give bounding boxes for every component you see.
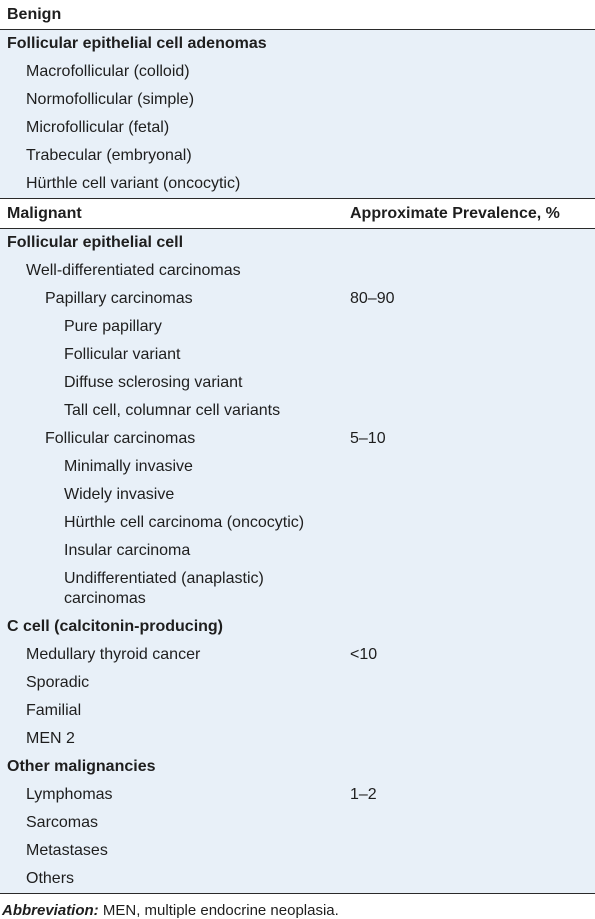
malignant-header-label: Malignant xyxy=(7,204,82,222)
table-row xyxy=(0,257,595,285)
benign-item-row xyxy=(0,58,595,86)
row-label: Metastases xyxy=(26,842,108,859)
benign-item-label: Macrofollicular (colloid) xyxy=(26,63,190,80)
benign-header-label: Benign xyxy=(7,5,62,23)
table-row xyxy=(0,369,595,397)
category-row xyxy=(0,753,595,781)
table-row xyxy=(0,865,595,893)
row-label: Sarcomas xyxy=(26,814,99,831)
prevalence-value: <10 xyxy=(350,646,378,663)
row-label: Papillary carcinomas xyxy=(45,290,193,307)
benign-item-label: Microfollicular (fetal) xyxy=(26,119,170,136)
prevalence-value: 80–90 xyxy=(350,290,395,307)
row-label: Others xyxy=(26,870,75,887)
table-row xyxy=(0,725,595,753)
row-label: Undifferentiated (anaplastic) carcinomas xyxy=(64,570,264,607)
benign-item-row xyxy=(0,86,595,114)
table-row xyxy=(0,565,595,613)
table-row xyxy=(0,669,595,697)
table-row xyxy=(0,425,595,453)
prevalence-value: 5–10 xyxy=(350,430,386,447)
footnote-text: MEN, multiple endocrine neoplasia. xyxy=(98,902,339,919)
table-row xyxy=(0,809,595,837)
row-label: Pure papillary xyxy=(64,318,162,335)
row-label: Follicular epithelial cell xyxy=(7,234,184,251)
table-row xyxy=(0,481,595,509)
row-label: Insular carcinoma xyxy=(64,542,191,559)
row-label: Medullary thyroid cancer xyxy=(26,646,201,663)
category-row xyxy=(0,229,595,257)
prevalence-value: 1–2 xyxy=(350,786,377,803)
row-label: Follicular variant xyxy=(64,346,181,363)
row-label: Tall cell, columnar cell variants xyxy=(64,402,281,419)
footnote-abbr-label: Abbreviation: xyxy=(2,902,99,919)
row-label: Widely invasive xyxy=(64,486,175,503)
row-label: Minimally invasive xyxy=(64,458,193,475)
table-row xyxy=(0,313,595,341)
table-row xyxy=(0,509,595,537)
table-row xyxy=(0,781,595,809)
benign-group-row xyxy=(0,30,595,58)
table-row xyxy=(0,537,595,565)
benign-item-label: Normofollicular (simple) xyxy=(26,91,195,108)
malignant-header xyxy=(0,198,595,229)
table-row xyxy=(0,697,595,725)
benign-group-title: Follicular epithelial cell adenomas xyxy=(7,35,267,52)
row-label: Familial xyxy=(26,702,82,719)
malignant-section xyxy=(0,229,595,893)
row-label: Lymphomas xyxy=(26,786,113,803)
row-label: Other malignancies xyxy=(7,758,156,775)
table-row xyxy=(0,837,595,865)
benign-section xyxy=(0,30,595,198)
category-row xyxy=(0,613,595,641)
table-row xyxy=(0,453,595,481)
table-row xyxy=(0,397,595,425)
row-label: C cell (calcitonin-producing) xyxy=(7,618,224,635)
row-label: MEN 2 xyxy=(26,730,75,747)
benign-header xyxy=(0,0,595,30)
footnote xyxy=(0,893,595,919)
benign-items xyxy=(0,58,595,198)
row-label: Diffuse sclerosing variant xyxy=(64,374,243,391)
table-row xyxy=(0,341,595,369)
row-label: Sporadic xyxy=(26,674,90,691)
row-label: Follicular carcinomas xyxy=(45,430,196,447)
benign-item-row xyxy=(0,142,595,170)
benign-item-label: Trabecular (embryonal) xyxy=(26,147,192,164)
benign-item-row xyxy=(0,170,595,198)
benign-item-row xyxy=(0,114,595,142)
row-label: Well-differentiated carcinomas xyxy=(26,262,241,279)
table-row xyxy=(0,641,595,669)
row-label: Hürthle cell carcinoma (oncocytic) xyxy=(64,514,305,531)
prevalence-header-label: Approximate Prevalence, % xyxy=(350,204,560,222)
benign-item-label: Hürthle cell variant (oncocytic) xyxy=(26,175,241,192)
table-row xyxy=(0,285,595,313)
